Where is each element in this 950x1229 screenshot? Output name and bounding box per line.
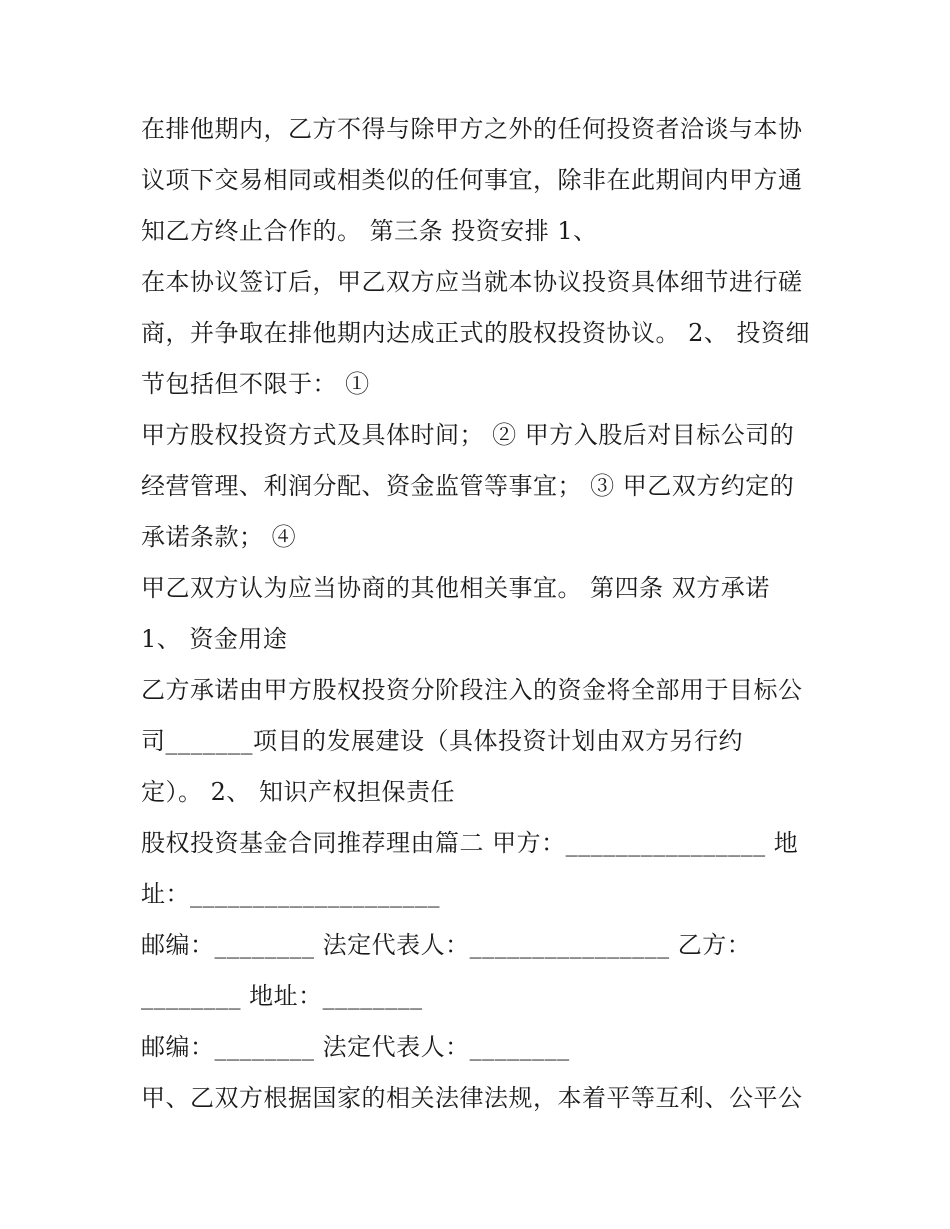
text-line: 1、 资金用途	[141, 625, 288, 653]
text-line: 知乙方终止合作的。 第三条 投资安排 1、	[141, 217, 598, 245]
text-line: 司_______项目的发展建设（具体投资计划由双方另行约	[141, 727, 743, 755]
text-line: 议项下交易相同或相类似的任何事宜，除非在此期间内甲方通	[141, 166, 803, 194]
text-line: 址：____________________	[141, 880, 440, 908]
text-line: 邮编：________ 法定代表人：________________ 乙方：	[141, 931, 752, 959]
document-body	[141, 104, 821, 1124]
text-line: 经营管理、利润分配、资金监管等事宜； ③ 甲乙双方约定的	[141, 472, 795, 500]
text-line: 甲乙双方认为应当协商的其他相关事宜。 第四条 双方承诺	[141, 574, 770, 602]
text-line: 商，并争取在排他期内达成正式的股权投资协议。 2、 投资细	[141, 319, 811, 347]
text-line: 在本协议签订后，甲乙双方应当就本协议投资具体细节进行磋	[141, 268, 803, 296]
text-line: 定）。 2、 知识产权担保责任	[141, 778, 456, 806]
text-line: 邮编：________ 法定代表人：________	[141, 1033, 570, 1061]
text-line: ________ 地址：________	[141, 982, 423, 1010]
text-line: 在排他期内，乙方不得与除甲方之外的任何投资者洽谈与本协	[141, 115, 803, 143]
text-line: 乙方承诺由甲方股权投资分阶段注入的资金将全部用于目标公	[141, 676, 803, 704]
text-line: 节包括但不限于： ①	[141, 370, 370, 398]
text-line: 股权投资基金合同推荐理由篇二 甲方：________________ 地	[141, 829, 799, 857]
text-line: 承诺条款； ④	[141, 523, 297, 551]
text-line: 甲、乙双方根据国家的相关法律法规，本着平等互利、公平公	[141, 1084, 803, 1112]
text-line: 甲方股权投资方式及具体时间； ② 甲方入股后对目标公司的	[141, 421, 795, 449]
